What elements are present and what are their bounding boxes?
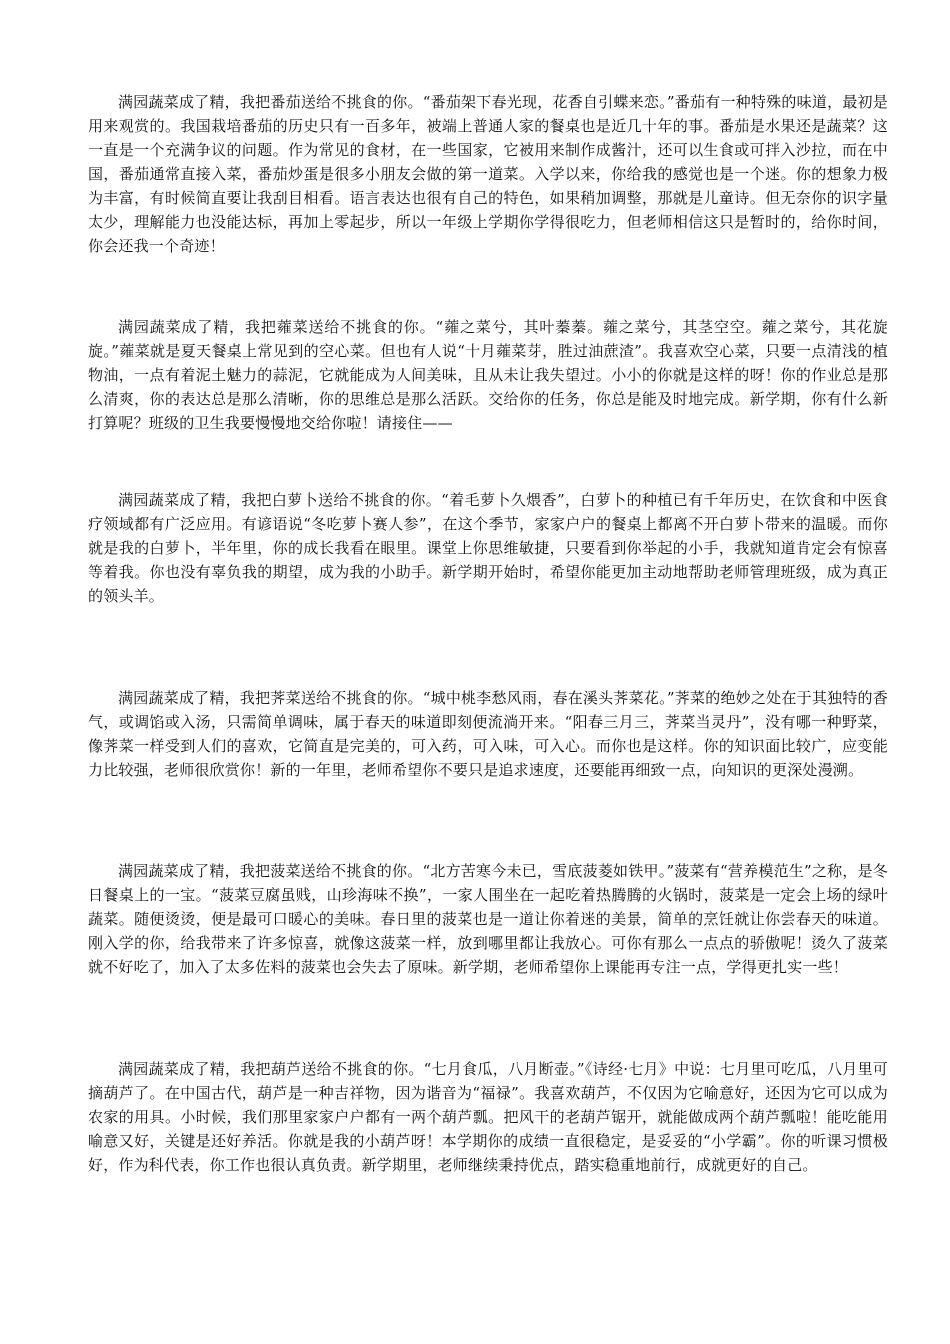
paragraph-tomato: 满园蔬菜成了精，我把番茄送给不挑食的你。“番茄架下春光现，花香自引蝶来恋。”番茄有一种特殊的味道，最初是用来观赏的。我国栽培番茄的历史只有一百多年，被端上普通人家的餐桌也是近几十年的事。番茄是水果还是蔬菜？这一直是一个充满争议的问题。作为常见的食材，在一些国家，它被用来制作成酱汁，还可以生食或可拌入沙拉，而在中国，番茄通常直接入菜，番茄炒蛋是很多小朋友会做的第一道菜。入学以来，你给我的感觉也是一个迷。你的想象力极为丰富，有时候简直要让我刮目相看。语言表达也很有自己的特色，如果稍加调整，那就是儿童诗。但无奈你的识字量太少，理解能力也没能达标，再加上零起步，所以一年级上学期你学得很吃力，但老师相信这只是暂时的，给你时间，你会还我一个奇迹！ [88,93,888,255]
paragraph-spinach: 满园蔬菜成了精，我把菠菜送给不挑食的你。“北方苦寒今未已，雪底菠菱如铁甲。”菠菜有“营养模范生”之称，是冬日餐桌上的一宝。“菠菜豆腐虽贱，山珍海味不换”，一家人围坐在一起吃着热腾腾的火锅时，菠菜是一定会上场的绿叶蔬菜。随便烫烫，便是最可口暖心的美味。春日里的菠菜也是一道让你着迷的美景，简单的烹饪就让你尝春天的味道。刚入学的你，给我带来了许多惊喜，就像这菠菜一样，放到哪里都让我放心。可你有那么一点点的骄傲呢！烫久了菠菜就不好吃了，加入了太多佐料的菠菜也会失去了原味。新学期，老师希望你上课能再专注一点，学得更扎实一些！ [88,862,888,976]
paragraph-gourd: 满园蔬菜成了精，我把葫芦送给不挑食的你。“七月食瓜，八月断壶。”《诗经·七月》中说：七月里可吃瓜，八月里可摘葫芦了。在中国古代，葫芦是一种吉祥物，因为谐音为“福禄”。我喜欢葫芦，不仅因为它喻意好，还因为它可以成为农家的用具。小时候，我们那里家家户户都有一两个葫芦瓢。把风干的老葫芦锯开，就能做成两个葫芦瓢啦！能吃能用喻意又好，关键是还好养活。你就是我的小葫芦呀！本学期你的成绩一直很稳定，是妥妥的“小学霸”。你的听课习惯极好，作为科代表，你工作也很认真负责。新学期里，老师继续秉持优点，踏实稳重地前行，成就更好的自己。 [88,1060,888,1174]
paragraph-white-radish: 满园蔬菜成了精，我把白萝卜送给不挑食的你。“着毛萝卜久煨香”，白萝卜的种植已有千年历史，在饮食和中医食疗领域都有广泛应用。有谚语说“冬吃萝卜赛人参”，在这个季节，家家户户的餐桌上都离不开白萝卜带来的温暖。而你就是我的白萝卜，半年里，你的成长我看在眼里。课堂上你思维敏捷，只要看到你举起的小手，我就知道肯定会有惊喜等着我。你也没有辜负我的期望，成为我的小助手。新学期开始时，希望你能更加主动地帮助老师管理班级，成为真正的领头羊。 [88,491,888,605]
paragraph-water-spinach: 满园蔬菜成了精，我把蕹菜送给不挑食的你。“蕹之菜兮，其叶蓁蓁。蕹之菜兮，其茎空空。蕹之菜兮，其花旋旋。”蕹菜就是夏天餐桌上常见到的空心菜。但也有人说“十月蕹菜芽，胜过油蔗渣”。我喜欢空心菜，只要一点清浅的植物油，一点有着泥土魅力的蒜泥，它就能成为人间美味，且从未让我失望过。小小的你就是这样的呀！你的作业总是那么清爽，你的表达总是那么清晰，你的思维总是那么活跃。交给你的任务，你总是能及时地完成。新学期，你有什么新打算呢？班级的卫生我要慢慢地交给你啦！请接住—— [88,318,888,432]
paragraph-shepherds-purse: 满园蔬菜成了精，我把荠菜送给不挑食的你。“城中桃李愁风雨，春在溪头荠菜花。”荠菜的绝妙之处在于其独特的香气，或调馅或入汤，只需简单调味，属于春天的味道即刻便流淌开来。“阳春三月三，荠菜当灵丹”，没有哪一种野菜，像荠菜一样受到人们的喜欢，它简直是完美的，可入药，可入味，可入心。而你也是这样。你的知识面比较广，应变能力比较强，老师很欣赏你！新的一年里，老师希望你不要只是追求速度，还要能再细致一点，向知识的更深处漫溯。 [88,689,888,779]
